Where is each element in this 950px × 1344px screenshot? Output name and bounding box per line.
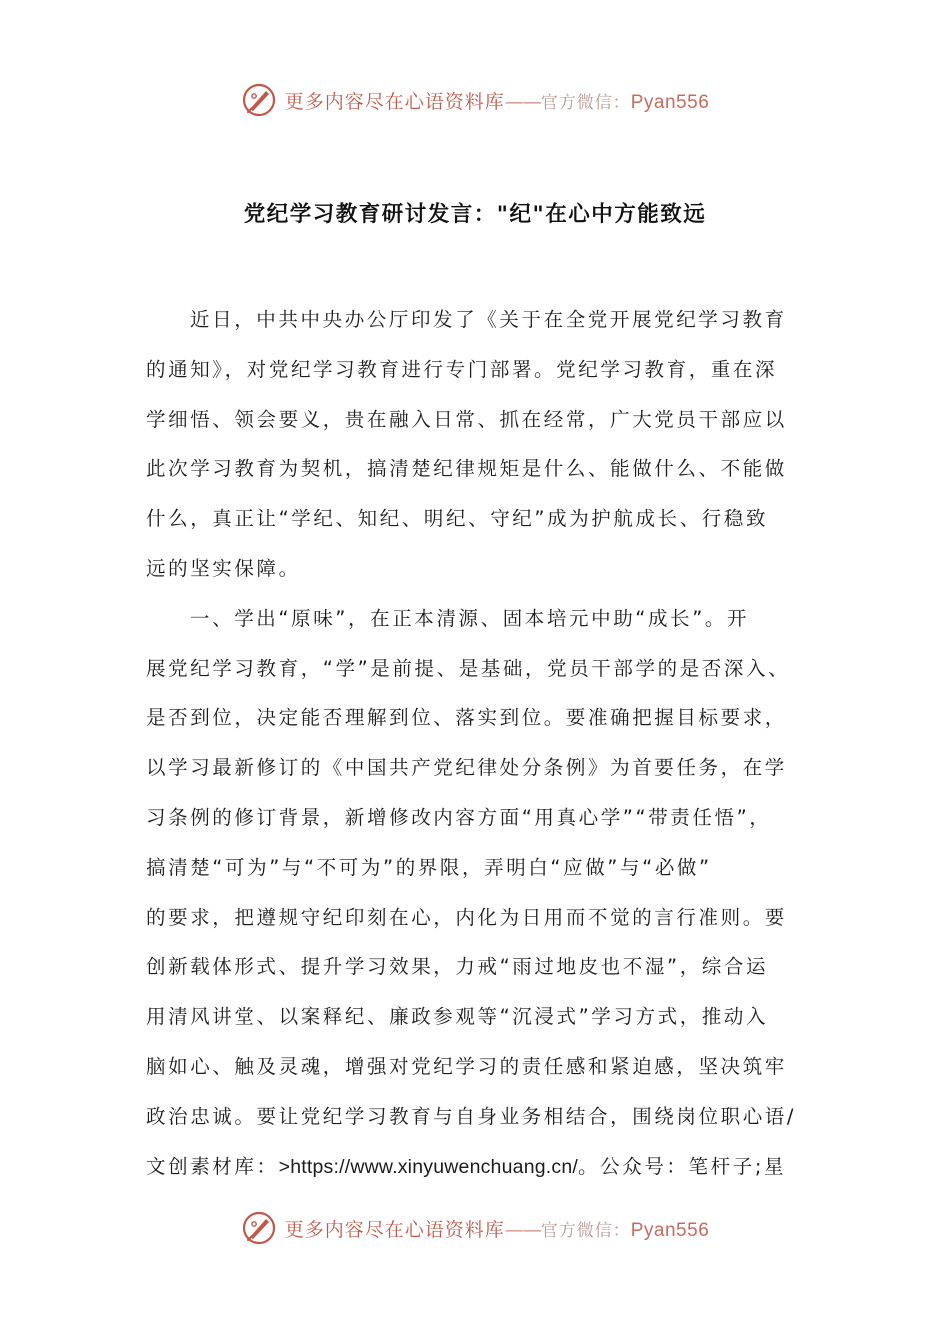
- watermark-main-text: 更多内容尽在心语资料库: [284, 1218, 505, 1241]
- watermark-sub-text: 官方微信：: [540, 1220, 631, 1241]
- body-line: 创新载体形式、提升学习效果，力戒“雨过地皮也不湿”，综合运: [146, 955, 769, 979]
- quill-circle-logo-icon: [241, 82, 277, 118]
- body-line: 是否到位，决定能否理解到位、落实到位。要准确把握目标要求，: [146, 706, 787, 730]
- body-line: 脑如心、触及灵魂，增强对党纪学习的责任感和紧迫感，坚决筑牢: [146, 1054, 787, 1078]
- source-url-link[interactable]: >https://www.xinyuwenchuang.cn/: [278, 1155, 579, 1178]
- body-line: 的通知》，对党纪学习教育进行专门部署。党纪学习教育，重在深: [146, 357, 778, 381]
- body-line: 什么，真正让“学纪、知纪、明纪、守纪”成为护航成长、行稳致: [146, 507, 769, 531]
- body-line-with-link: [146, 1142, 818, 1192]
- watermark-main-text: 更多内容尽在心语资料库: [284, 90, 505, 113]
- body-line: 近日，中共中央办公厅印发了《关于在全党开展党纪学习教育: [190, 308, 787, 331]
- body-line: 以学习最新修订的《中国共产党纪律处分条例》为首要任务，在学: [146, 756, 787, 780]
- watermark-sub-text: 官方微信：: [540, 92, 631, 113]
- watermark-text: [285, 1215, 710, 1242]
- body-line: 用清风讲堂、以案释纪、廉政参观等“沉浸式”学习方式，推动入: [146, 1005, 769, 1029]
- body-line: 此次学习教育为契机，搞清楚纪律规矩是什么、能做什么、不能做: [146, 457, 787, 481]
- document-body: [146, 295, 818, 1191]
- body-line: 展党纪学习教育，“学”是前提、是基础，党员干部学的是否深入、: [146, 656, 791, 680]
- body-line: 的要求，把遵规守纪印刻在心，内化为日用而不觉的言行准则。要: [146, 905, 787, 929]
- footer-watermark: [0, 1210, 950, 1246]
- watermark-wechat-id: Pyan556: [630, 1219, 710, 1241]
- last-line-prefix: 文创素材库：: [146, 1154, 279, 1178]
- document-title: 党纪学习教育研讨发言："纪"在心中方能致远: [243, 202, 707, 228]
- header-watermark: [0, 82, 950, 118]
- watermark-dash: ——: [504, 1218, 541, 1241]
- quill-circle-logo-icon: [241, 1210, 277, 1246]
- watermark-text: [285, 87, 710, 114]
- last-line-suffix: 。公众号：笔杆子;星: [578, 1154, 787, 1178]
- body-line: 远的坚实保障。: [146, 556, 301, 580]
- body-line: 政治忠诚。要让党纪学习教育与自身业务相结合，围绕岗位职心语/: [146, 1104, 797, 1128]
- body-line: 习条例的修订背景，新增修改内容方面“用真心学”“带责任悟”，: [146, 805, 772, 829]
- body-line: 一、学出“原味”，在正本清源、固本培元中助“成长”。开: [190, 606, 750, 630]
- watermark-wechat-id: Pyan556: [630, 91, 710, 113]
- body-line: 搞清楚“可为”与“不可为”的界限，弄明白“应做”与“必做”: [146, 855, 712, 879]
- watermark-dash: ——: [504, 90, 541, 113]
- body-line: 学细悟、领会要义，贵在融入日常、抓在经常，广大党员干部应以: [146, 407, 787, 431]
